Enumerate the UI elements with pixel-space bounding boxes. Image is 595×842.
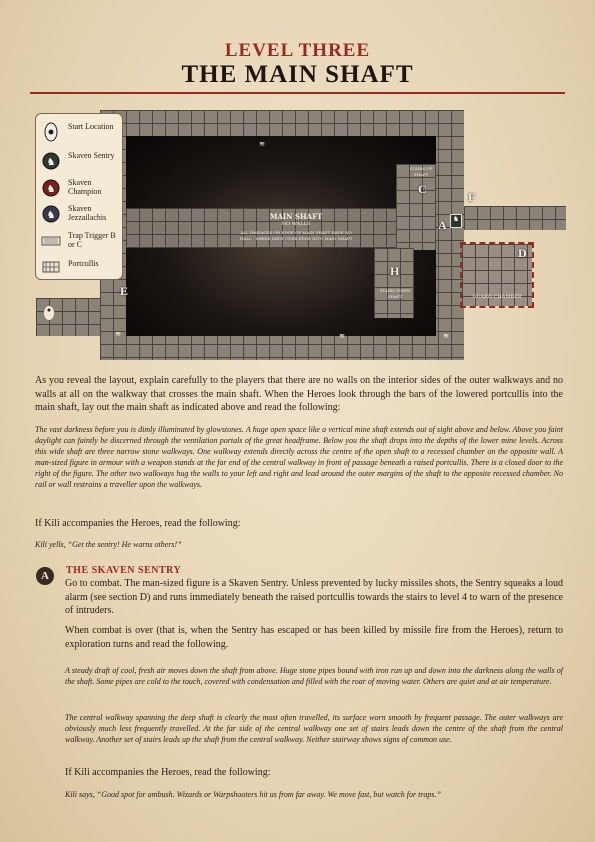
section-paragraph-2: When combat is over (that is, when the Sentry has escaped or has been killed by missile fire from the Heroes), return to exploration turns and read the following. xyxy=(65,625,563,650)
legend-label: Skaven Champion xyxy=(68,178,102,196)
legend-item-champion xyxy=(40,178,120,198)
legend-label: Start Location xyxy=(68,122,114,131)
kili-prompt-2: If Kili accompanies the Heroes, read the following: xyxy=(65,767,271,778)
trap-trigger-icon xyxy=(40,231,62,251)
kili-quote-1: Kili yells, “Get the sentry! He warns others!” xyxy=(35,540,182,549)
portcullis-icon: ≋ xyxy=(259,140,265,148)
legend-label: Trap Trigger B or C xyxy=(68,231,116,249)
start-location-icon: ● xyxy=(44,306,54,320)
map-letter-c: C xyxy=(418,182,427,196)
legend-item-trap xyxy=(40,231,120,251)
section-paragraph-1: Go to combat. The man-sized figure is a Skaven Sentry. Unless prevented by lucky missiles shots, the Sentry squeaks a loud alarm (see section D) and runs immediately beneath the raised portcullis towards the stairs to level 4 to warn of the presence of intruders. xyxy=(65,578,563,616)
legend-item-sentry xyxy=(40,151,120,171)
legend-label: Skaven Sentry xyxy=(68,151,115,160)
shaft-note: ALL PASSAGES ON EDGE OF MAIN SHAFT HAVE NO WALL - SHEER DROP OVER EDGE INTO MAIN SHAFT xyxy=(239,230,353,241)
portcullis-icon: ≋ xyxy=(339,332,345,340)
right-corridor xyxy=(464,206,566,230)
page-title: THE MAIN SHAFT xyxy=(181,61,414,88)
map-letter-f: F xyxy=(468,190,476,204)
skaven-champion-icon xyxy=(40,178,62,198)
stairs-up-label: STAIRS UP SHAFT xyxy=(409,166,433,177)
section-title: THE SKAVEN SENTRY xyxy=(66,565,182,576)
map-legend xyxy=(35,113,123,280)
skaven-jezzailachis-icon xyxy=(40,204,62,224)
map-letter-e: E xyxy=(120,284,129,298)
legend-item-start xyxy=(40,122,120,142)
read-aloud-1: The vast darkness before you is dimly illuminated by glowstones. A huge open space like a vertical mine shaft extends out of sight above and below. Above you faint daylight can faintly be discerned through the ventilation portals of the great headframe. Below you the shaft drops into the depths of the lower mine levels. Across this wide shaft are three narrow stone walkways. One walkway extends directly across the centre of the open shaft to a recessed chamber on the opposite wall. A man-sized figure in armour with a weapon stands at the far end of the central walkway in front of passage beneath a raised portcullis. There is a closed door to the right of the figure. The other two walkways hug the walls to your left and right and lead around the outer margins of the shaft to the opposite recessed chamber. No rail or wall restrains a traveller upon the walkways. xyxy=(35,425,563,489)
svg-text:♞: ♞ xyxy=(46,157,56,168)
stairs-down-column xyxy=(374,248,414,318)
title-divider xyxy=(30,92,565,94)
section-badge: A xyxy=(36,567,54,585)
skaven-sentry-icon: ♞ xyxy=(450,214,462,228)
map-letter-d: D xyxy=(518,246,527,260)
intro-paragraph: As you reveal the layout, explain carefully to the players that there are no walls on the interior sides of the outer walkways and no walls at all on the walkway that crosses the main shaft. When the Heroes look through the bars of the lowered portcullis into the main shaft, lay out the main shaft as indicated above and read the following: xyxy=(35,375,563,413)
stairs-down-label: STAIRS DOWN SHAFT xyxy=(379,288,411,299)
read-aloud-2: A steady draft of cool, fresh air moves down the shaft from above. Huge stone pipes bound with iron run up and down into the darkness along the walls of the shaft. Some pipes are cold to the touch, covered with condensation and filled with the roar of moving water. Others are quiet and at air temperature. xyxy=(65,666,563,686)
legend-label: Portcullis xyxy=(68,259,99,268)
level-heading: LEVEL THREE xyxy=(224,40,371,61)
portcullis-icon xyxy=(40,257,62,277)
portcullis-icon: ≋ xyxy=(443,332,449,340)
kili-prompt-1: If Kili accompanies the Heroes, read the following: xyxy=(35,518,241,529)
legend-item-portcullis xyxy=(40,257,120,277)
shaft-title: MAIN SHAFT xyxy=(269,212,323,221)
map-letter-a: A xyxy=(438,218,447,232)
read-aloud-3: The central walkway spanning the deep shaft is clearly the most often travelled, its surface worn smooth by frequent passage. The outer walkways are obviously much less frequently travelled. At the far side of the central walkway one set of stairs leads down the centre of the shaft from the central walkway. Another set of stairs leads up the shaft from the central walkway. Neither stairway shows signs of common use. xyxy=(65,713,563,744)
svg-text:♞: ♞ xyxy=(46,184,56,195)
portcullis-icon: ≋ xyxy=(115,330,121,338)
skaven-sentry-icon xyxy=(40,151,62,171)
shaft-subtitle: NO WALLS xyxy=(281,221,311,227)
legend-label: Skaven Jezzailachis xyxy=(68,204,107,222)
map-letter-h: H xyxy=(390,264,400,278)
svg-text:♞: ♞ xyxy=(46,210,56,221)
guard-chamber-label: GUARD CHAMBER xyxy=(472,294,522,300)
start-location-icon xyxy=(40,122,62,142)
legend-item-jezzailachis xyxy=(40,204,120,224)
kili-quote-2: Kili says, “Good spot for ambush. Wizards or Warpshooters hit us from far away. We move fast, but watch for traps.” xyxy=(65,790,441,799)
